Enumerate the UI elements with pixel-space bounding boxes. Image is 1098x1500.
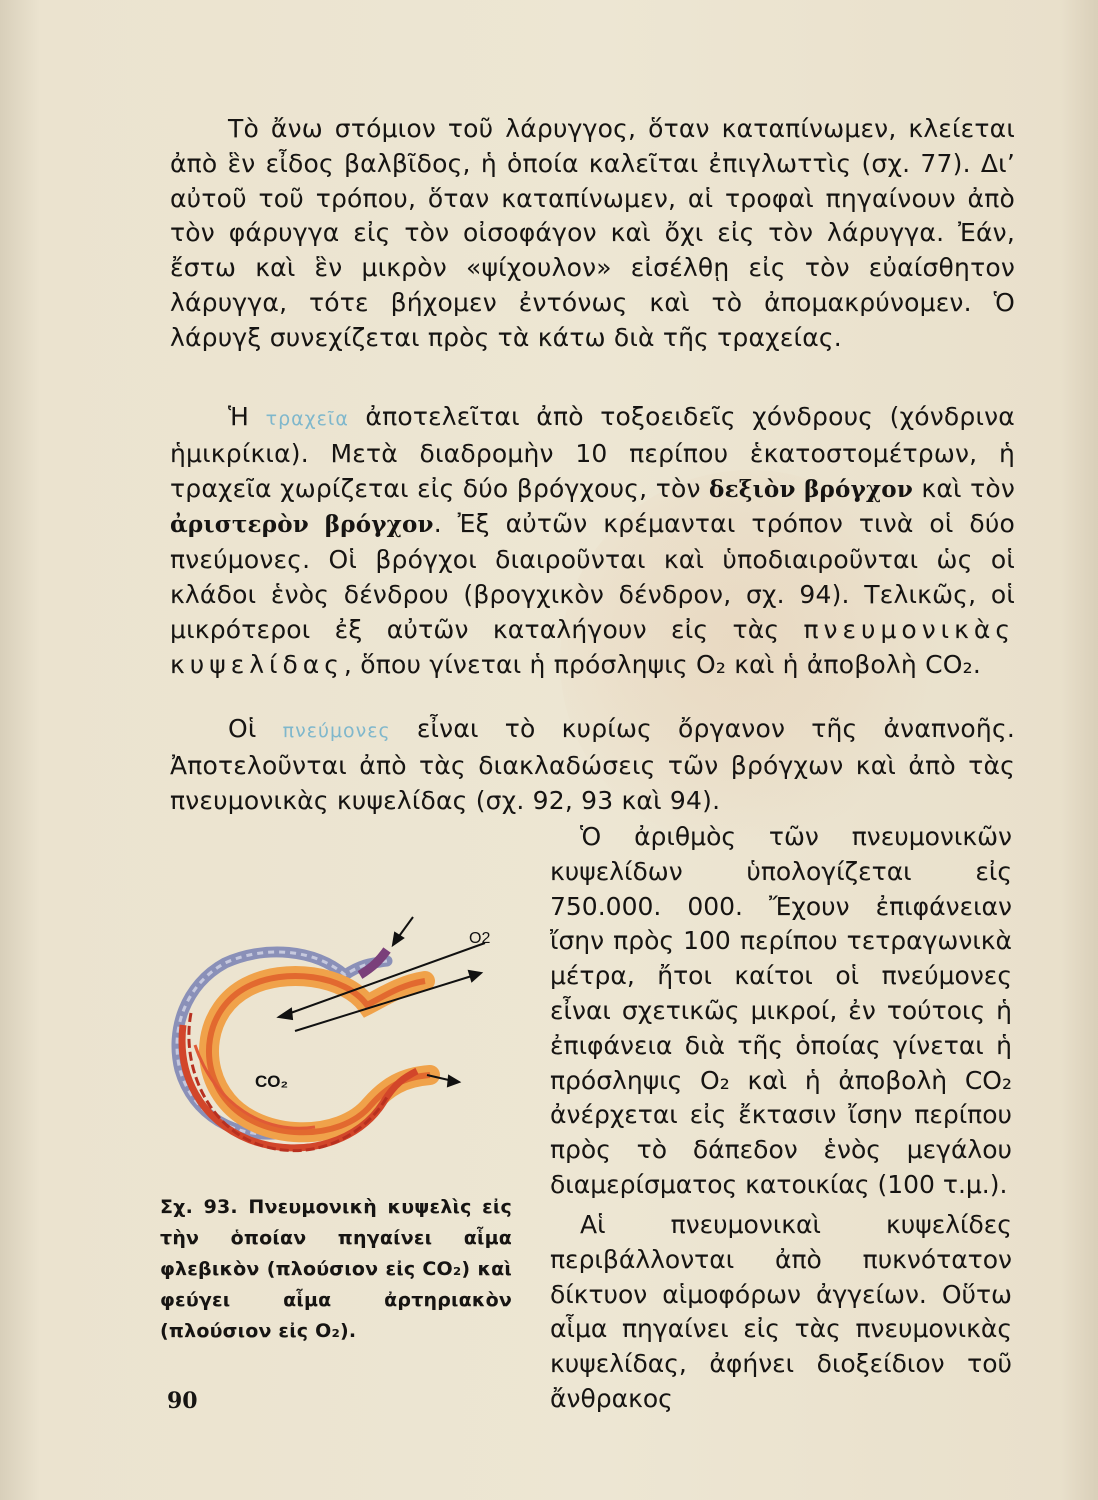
page-number: 90 (167, 1388, 198, 1414)
paragraph-larynx: Τὸ ἄνω στόμιον τοῦ λάρυγγος, ὅταν καταπίνωμεν, κλείεται ἀπὸ ἓν εἶδος βαλβῖδος, ἡ ὁποία καλεῖται ἐπιγλωττὶς (σχ. 77). Δι’ αὐτοῦ τοῦ τρόπου, ὅταν καταπίνωμεν, αἱ τροφαὶ πηγαίνουν ἀπὸ τὸν φάρυγγα εἰς τὸν οἰσοφάγον καὶ ὄχι εἰς τὸν λάρυγγα. Ἐάν, ἔστω καὶ ἓν μικρὸν «ψίχουλον» εἰσέλθῃ εἰς τὸν εὐαίσθητον λάρυγγα, τότε βήχομεν ἐντόνως καὶ τὸ ἀπομακρύνομεν. Ὁ λάρυγξ συνεχίζεται πρὸς τὰ κάτω διὰ τῆς τραχείας. (170, 114, 1015, 352)
term-left-bronchus: ἀριστερὸν βρόγχον (170, 511, 434, 539)
term-alveoli: πνευμονικὰς κυψελίδας (170, 614, 1016, 679)
paragraph-trachea: Ἡ τραχεῖα ἀποτελεῖται ἀπὸ τοξοειδεῖς χόνδρους (χόνδρινα ἡμικρίκια). Μετὰ διαδρομὴν 10 περίπου ἑκατοστομέτρων, ἡ τραχεῖα χωρίζεται εἰς δύο βρόγχους, τὸν δεξιὸν βρόγχον καὶ τὸν ἀριστερὸν βρόγχον. Ἐξ αὐτῶν κρέμανται τρόπον τινὰ οἱ δύο πνεύμονες. Οἱ βρόγχοι διαιροῦνται καὶ ὑποδιαιροῦνται ὡς οἱ κλάδοι ἑνὸς δένδρου (βρογχικὸν δένδρον, σχ. 94). Τελικῶς, οἱ μικρότεροι ἐξ αὐτῶν καταλήγουν εἰς τὰς πνευμονικὰς κυψελίδας, ὅπου γίνεται ἡ πρόσληψις O₂ καὶ ἡ ἀποβολὴ CO₂. (170, 402, 1016, 679)
term-lungs: πνεύμονες (282, 720, 391, 742)
arrowhead-out-blood (448, 1076, 459, 1086)
paragraph-alveoli-vessels: Αἱ πνευμονικαὶ κυψελίδες περιβάλλονται ἀπὸ πυκνότατον δίκτυον αἱμοφόρων ἀγγείων. Οὕτω αἷμα πηγαίνει εἰς τὰς πνευμονικὰς κυψελίδας, ἀφήνει διοξείδιον τοῦ ἄνθρακος (550, 1210, 1012, 1413)
arrowhead-o2 (279, 1009, 292, 1019)
label-o2: O2 (469, 930, 491, 947)
alveolus-figure (155, 905, 515, 1175)
paragraph-lungs: Οἱ πνεύμονες εἶναι τὸ κυρίως ὄργανον τῆς ἀναπνοῆς. Ἀποτελοῦνται ἀπὸ τὰς διακλαδώσεις τῶν βρόγχων καὶ ἀπὸ τὰς πνευμονικὰς κυψελίδας (σχ. 92, 93 καὶ 94). (170, 714, 1015, 815)
paragraph-alveoli-count: Ὁ ἀριθμὸς τῶν πνευμονικῶν κυψελίδων ὑπολογίζεται εἰς 750.000. 000. Ἔχουν ἐπιφάνειαν ἴσην πρὸς 100 περίπου τετραγωνικὰ μέτρα, ἤτοι καίτοι οἱ πνεύμονες εἶναι σχετικῶς μικροί, ἐν τούτοις ἡ ἐπιφάνεια διὰ τῆς ὁποίας γίνεται ἡ πρόσληψις O₂ καὶ ἡ ἀποβολὴ CO₂ ἀνέρχεται εἰς ἔκτασιν ἴσην περίπου πρὸς τὸ δάπεδον ἑνὸς μεγάλου διαμερίσματος κατοικίας (100 τ.μ.). (550, 822, 1012, 1199)
figure-caption: Σχ. 93. Πνευμονικὴ κυψελὶς εἰς τὴν ὁποίαν πηγαίνει αἷμα φλεβικὸν (πλούσιον εἰς CO₂) καὶ φεύγει αἷμα ἀρτηριακὸν (πλούσιον εἰς O₂). (160, 1196, 512, 1342)
label-co2: CO₂ (255, 1072, 289, 1091)
arrowhead-co2 (469, 971, 481, 981)
arrowhead-in-blood (393, 933, 403, 945)
term-right-bronchus: δεξιὸν βρόγχον (709, 475, 913, 503)
term-trachea: τραχεῖα (265, 408, 349, 430)
